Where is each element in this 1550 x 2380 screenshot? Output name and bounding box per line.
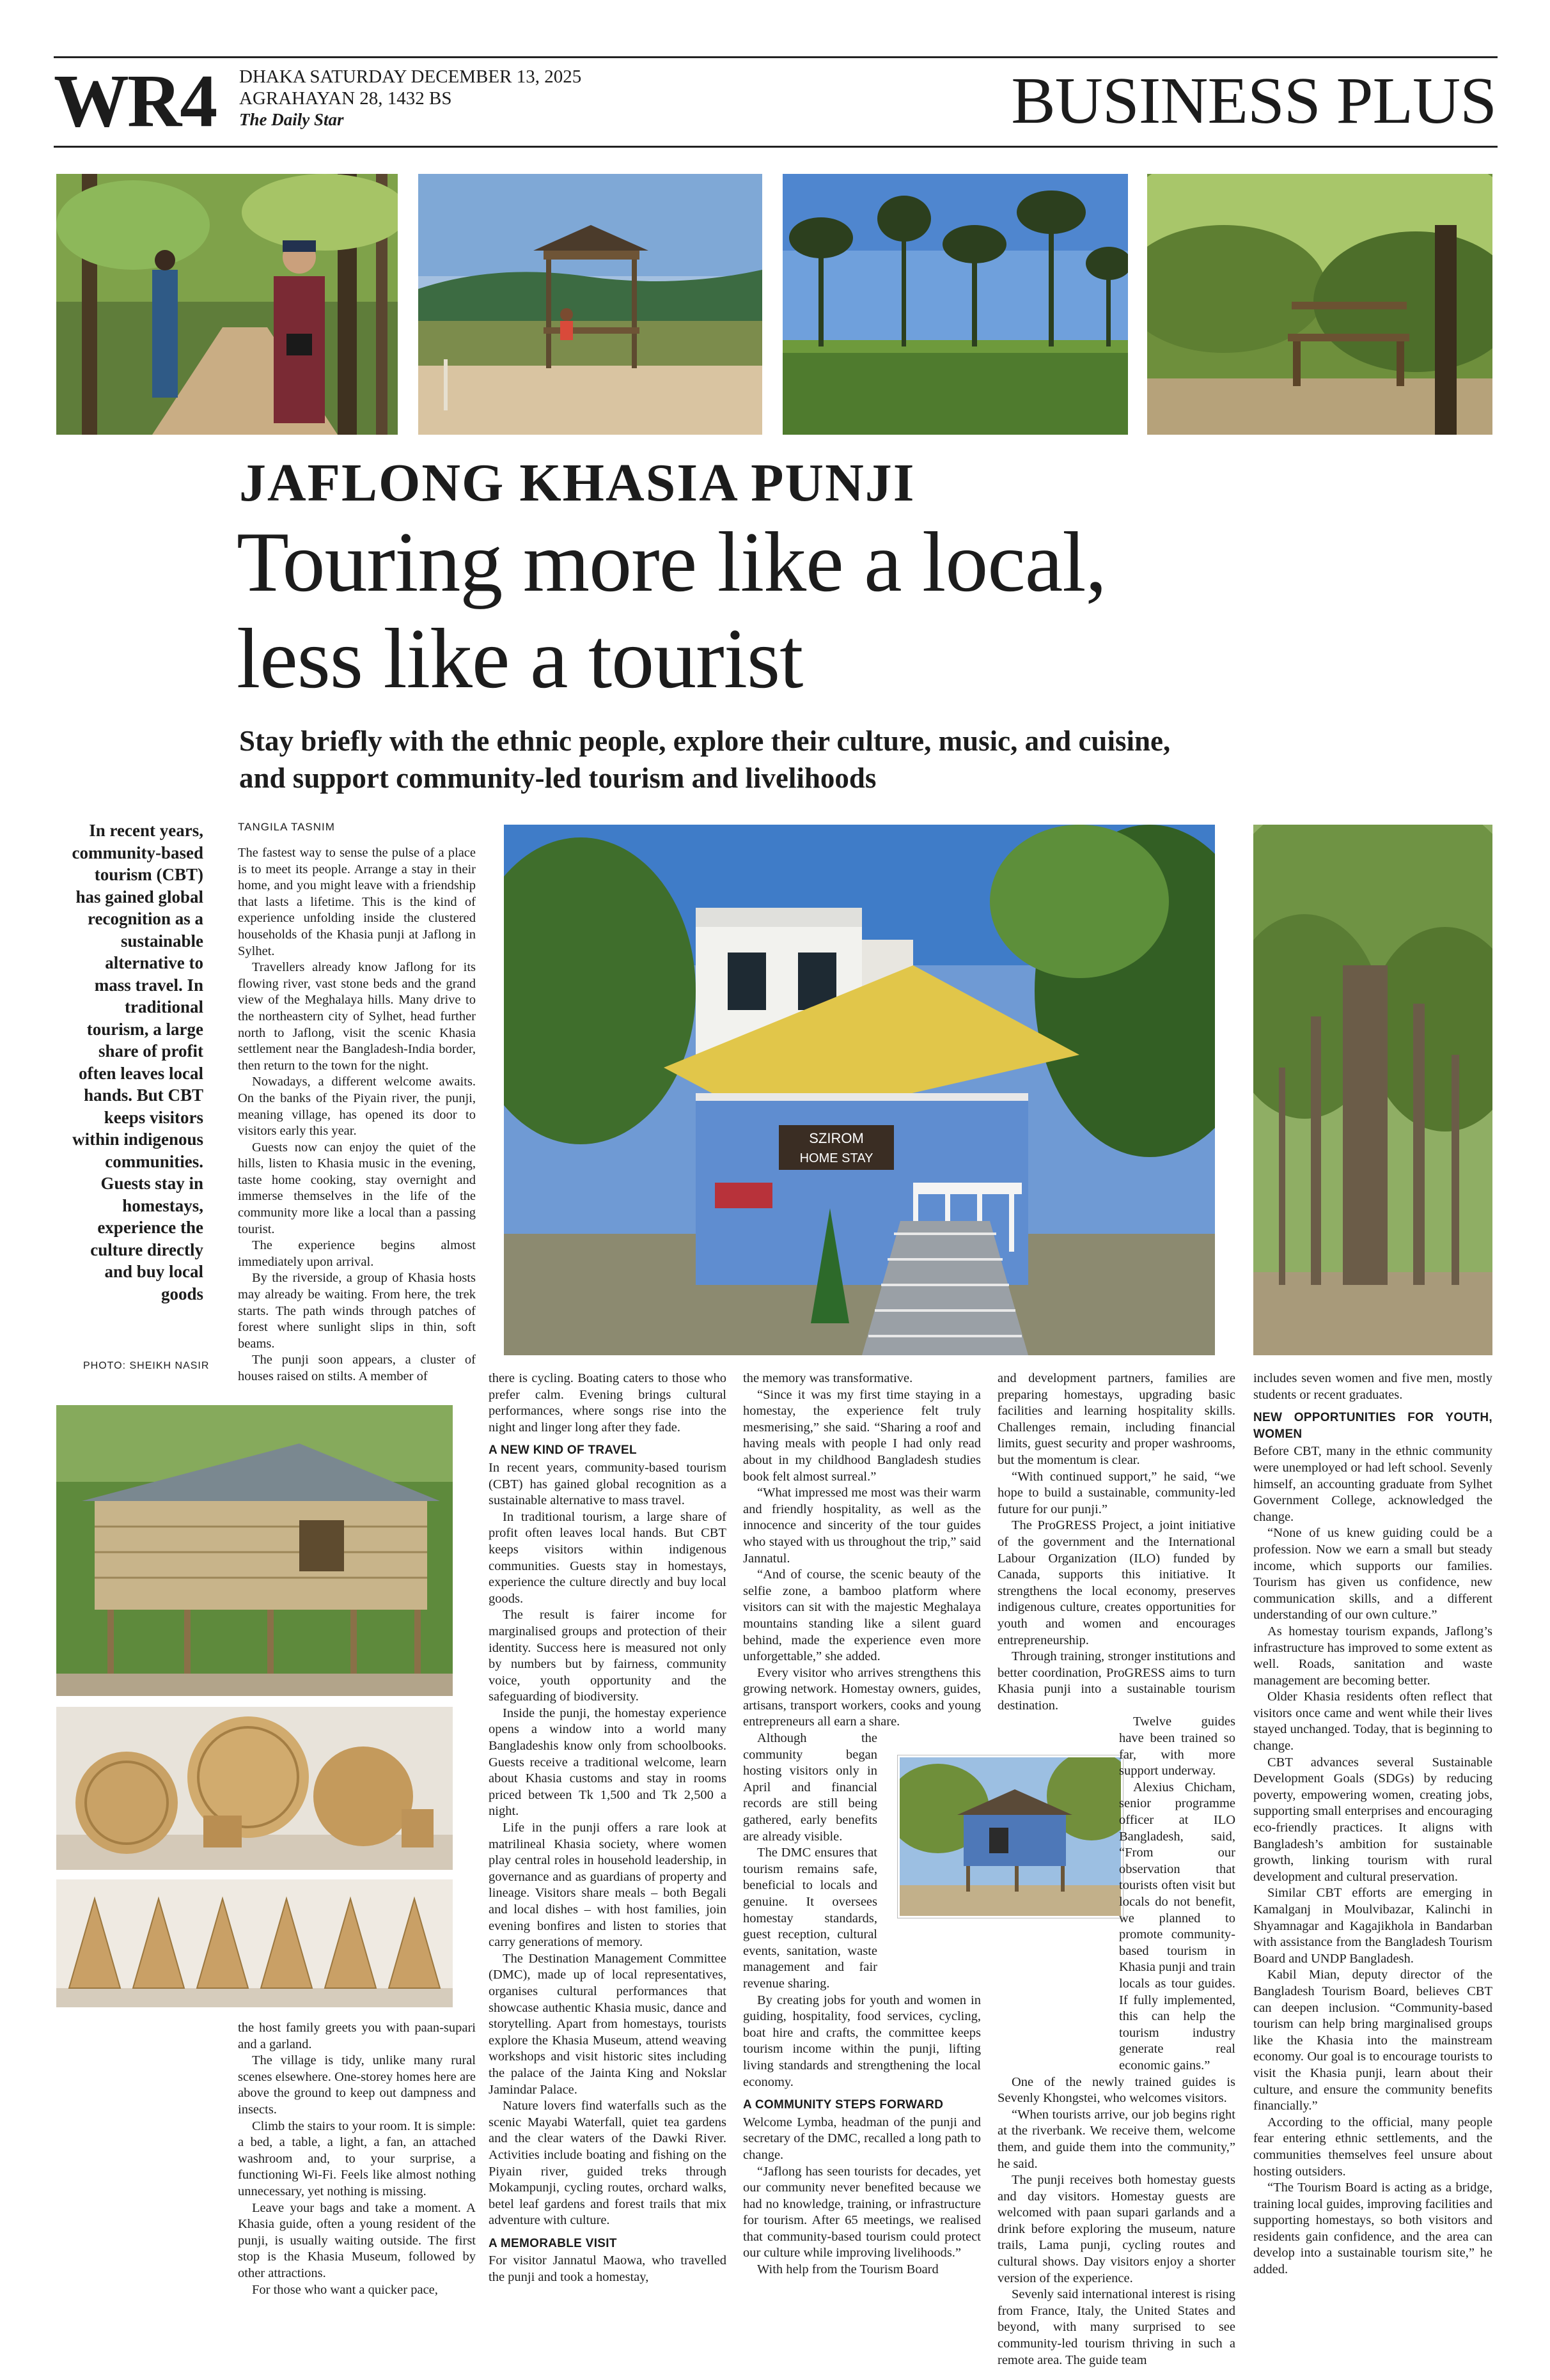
paragraph: In recent years, community-based tourism (CBT) has gained global recognition as a sustainable alternative to mass travel. <box>489 1460 726 1508</box>
column-1-lower <box>238 2020 476 2298</box>
column-2 <box>489 1371 726 2286</box>
paragraph: Nature lovers find waterfalls such as the scenic Mayabi Waterfall, quiet tea gardens and the clear waters of the Dawki River. Activities include boating and fishing on the Piyain river, guided treks through Mokampunji, cycling routes, orchard walks, betel leaf gardens and forest trails that mix adventure with culture. <box>489 2099 726 2228</box>
paragraph: The punji receives both homestay guests and day visitors. Homestay guests are welcomed with paan supari garlands and a drink before exploring the museum, nature trails, Lama punji, cycling routes and cultural shows. Day visitors enjoy a shorter version of the experience. <box>998 2173 1235 2285</box>
deck-line-1: Stay briefly with the ethnic people, explore their culture, music, and cuisine, <box>239 725 1171 757</box>
paragraph: In traditional tourism, a large share of profit often leaves local hands. But CBT keeps visitors within indigenous communities. Guests stay in homestays, experience the culture directly and buy local goods. <box>489 1509 726 1606</box>
paragraph: the host family greets you with paan-supari and a garland. <box>238 2021 476 2051</box>
paragraph: Climb the stairs to your room. It is simple: a bed, a table, a light, a fan, an attached washroom and, to your surprise, a functioning Wi-Fi. Feels like almost nothing unnecessary, yet nothing is missing. <box>238 2119 476 2198</box>
paragraph: “None of us knew guiding could be a profession. Now we earn a small but steady income, which supports our families. Tourism has given us confidence, new communication skills, and a different understanding of our own culture.” <box>1253 1526 1492 1622</box>
photo-conical-baskets <box>56 1879 453 2007</box>
paragraph: Life in the punji offers a rare look at matrilineal Khasia society, where women play central roles in household leadership, in governance and as guardians of property and lineage. Visitors share meals – both Begali and local dishes – with host families, join evening bonfires and listen to stories that carry generations of memory. <box>489 1821 726 1950</box>
paragraph: Before CBT, many in the ethnic community were unemployed or had left school. Sevenly himself, an accounting graduate from Sylhet Government College, acknowledged the change. <box>1253 1444 1492 1524</box>
deck-line-2: and support community-led tourism and livelihoods <box>239 762 877 794</box>
top-rule-thin <box>54 56 1498 58</box>
subhead: NEW OPPORTUNITIES FOR YOUTH, WOMEN <box>1253 1411 1492 1441</box>
paragraph: CBT advances several Sustainable Development Goals (SDGs) by reducing poverty, empowering women, creating jobs, supporting small enterprises and encouraging eco-friendly practices. It aligns with Bangladesh’s ambition for sustainable growth, linking tourism with rural development and cultural preservation. <box>1253 1755 1492 1884</box>
masthead-rule <box>54 146 1498 148</box>
paragraph: With help from the Tourism Board <box>757 2262 939 2277</box>
paragraph: The experience begins almost immediately upon arrival. <box>238 1238 476 1269</box>
column-4 <box>998 1371 1235 2368</box>
headline-line-2: less like a tourist <box>237 611 803 706</box>
photo-trekkers-on-path <box>56 174 398 435</box>
photo-stilt-house <box>56 1405 453 1696</box>
newspaper-logo: The Daily Star <box>239 110 344 129</box>
paragraph: Travellers already know Jaflong for its flowing river, vast stone beds and the grand view of the Meghalaya hills. Many drive to the northeastern city of Sylhet, head further north to Jaflong, visit the scenic Khasia settlement near the Bangladesh-India border, then return to the town for the night. <box>238 960 476 1073</box>
photo-homestay-building <box>504 825 1215 1355</box>
section-title: BUSINESS PLUS <box>1011 64 1496 137</box>
subhead: A COMMUNITY STEPS FORWARD <box>743 2098 944 2112</box>
kicker: JAFLONG KHASIA PUNJI <box>239 453 916 513</box>
page-code: WR4 <box>54 59 216 143</box>
paragraph: The punji soon appears, a cluster of houses raised on stilts. A member of <box>238 1353 476 1383</box>
paragraph: Through training, stronger institutions and better coordination, ProGRESS aims to turn Khasia punji into a sustainable tourism destination. <box>998 1649 1235 1713</box>
subhead: A NEW KIND OF TRAVEL <box>489 1443 637 1458</box>
photo-selfie-platform <box>418 174 762 435</box>
bangla-date: AGRAHAYAN 28, 1432 BS <box>239 88 452 109</box>
paragraph: For visitor Jannatul Maowa, who travelled the punji and took a homestay, <box>489 2253 726 2285</box>
paragraph: Guests now can enjoy the quiet of the hills, listen to Khasia music in the evening, taste home cooking, stay overnight and immerse themselves in the life of the community more like a local than a passing tourist. <box>238 1140 476 1236</box>
paragraph: Welcome Lymba, headman of the punji and secretary of the DMC, recalled a long path to change. <box>743 2115 981 2162</box>
photo-banyan-tree <box>1253 825 1492 1355</box>
photo-tea-garden <box>783 174 1128 435</box>
byline: TANGILA TASNIM <box>238 821 335 833</box>
paragraph: there is cycling. Boating caters to those who prefer calm. Evening brings cultural performances, where songs rise into the night and linger long after they fade. <box>489 1371 726 1435</box>
paragraph: According to the official, many people fear entering ethnic settlements, and the communities themselves feel unsure about hosting outsiders. <box>1253 2115 1492 2179</box>
paragraph: “When tourists arrive, our job begins right at the riverbank. We receive them, welcome them, and guide them into the community,” he said. <box>998 2107 1235 2171</box>
paragraph: Older Khasia residents often reflect that visitors once came and went while their lives stayed unchanged. Today, that is beginning to change. <box>1253 1690 1492 1754</box>
photo-bamboo-baskets <box>56 1707 453 1870</box>
column-5 <box>1253 1371 1492 2278</box>
paragraph: The village is tidy, unlike many rural scenes elsewhere. One-storey homes here are above the ground to keep out dampness and insects. <box>238 2053 476 2117</box>
paragraph: “The Tourism Board is acting as a bridge, training local guides, improving facilities and supporting homestays, so both visitors and residents gain confidence, and the area can develop into a sustainable tourism site,” he added. <box>1253 2181 1492 2277</box>
paragraph: The result is fairer income for marginalised groups and protection of their identity. Success here is measured not only by numbers but by fairness, community voice, youth opportunity and the safeguarding of biodiversity. <box>489 1608 726 1704</box>
paragraph: The fastest way to sense the pulse of a place is to meet its people. Arrange a stay in their home, and you might leave with a friendship that lasts a lifetime. This is the kind of experience unfolding inside the clustered households of the Khasia punji at Jaflong in Sylhet. <box>238 846 476 958</box>
paragraph: The Destination Management Committee (DMC), made up of local representatives, organises cultural performances that showcase authentic Khasia music, dance and storytelling. Apart from homestays, tourists explore the Khasia Museum, attend weaving workshops and visit historic sites including the palace of the Jainta King and Nokslar Jamindar Palace. <box>489 1951 726 2097</box>
paragraph: the memory was transformative. <box>743 1371 913 1385</box>
paragraph: Sevenly said international interest is rising from France, Italy, the United States and beyond, with many surprised to see community-led tourism thriving in such a remote area. The guide team <box>998 2287 1235 2367</box>
headline-line-1: Touring more like a local, <box>237 515 1106 609</box>
paragraph: “What impressed me most was their warm and friendly hospitality, as well as the innocence and sincerity of the tour guides who stayed with us throughout the trip,” said Jannatul. <box>743 1486 981 1566</box>
column-1-upper <box>238 845 476 1385</box>
photo-credit: PHOTO: SHEIKH NASIR <box>83 1360 210 1371</box>
paragraph: “And of course, the scenic beauty of the selfie zone, a bamboo platform where visitors can sit with the majestic Meghalaya mountains standing like a silent guard behind, made the experience even more unforgettable,” she added. <box>743 1567 981 1664</box>
sign-text-1: SZIROM <box>809 1130 864 1146</box>
subhead: A MEMORABLE VISIT <box>489 2236 617 2250</box>
paragraph: Similar CBT efforts are emerging in Kamalganj in Moulvibazar, Kalinchi in Shyamnagar and Kagajikhola in Bandarban with assistance from the Bangladesh Tourism Board and UNDP Bangladesh. <box>1253 1886 1492 1966</box>
paragraph: Every visitor who arrives strengthens this growing network. Homestay owners, guides, artisans, transport workers, cooks and young entrepreneurs all earn a share. <box>743 1665 981 1729</box>
sign-text-2: HOME STAY <box>799 1151 873 1165</box>
paragraph: One of the newly trained guides is Sevenly Khongstei, who welcomes visitors. <box>998 2074 1235 2106</box>
paragraph: “Jaflong has seen tourists for decades, yet our community never benefited because we had no knowledge, training, or infrastructure for tourism. After 65 meetings, we realised that community-based tourism could protect our culture while improving livelihoods.” <box>743 2164 981 2260</box>
paragraph: By the riverside, a group of Khasia hosts may already be waiting. From here, the trek starts. The path winds through patches of forest where sunlight slips in thin, soft beams. <box>238 1271 476 1351</box>
paragraph: The DMC ensures that tourism remains safe, beneficial to locals and genuine. It oversees homestay standards, guest reception, cultural events, sanitation, waste management and fair revenue sharing. <box>743 1846 877 1991</box>
paragraph: Alexius Chicham, senior programme officer at ILO Bangladesh, said, “From our observation that tourists often visit but locals do not benefit, we planned to promote community-based tourism in Khasia punji and train locals as tour guides. If fully implemented, this can help the tourism industry generate real economic gains.” <box>1119 1780 1235 2073</box>
paragraph: By creating jobs for youth and women in guiding, hospitality, food services, cycling, boat hire and crafts, the committee keeps tourism income within the punji, lifting living standards and strengthening the local economy. <box>743 1993 981 2089</box>
date-line: DHAKA SATURDAY DECEMBER 13, 2025 <box>239 66 582 87</box>
paragraph: Although the community began hosting visitors only in April and financial records are still being gathered, early benefits are already visible. <box>743 1731 877 1844</box>
paragraph: The ProGRESS Project, a joint initiative of the government and the International Labour Organization (ILO) funded by Canada, supports this initiative. It strengthens the local economy, preserves indigenous culture, creates opportunities for youth and women and encourages entrepreneurship. <box>998 1518 1235 1647</box>
paragraph: For those who want a quicker pace, <box>252 2282 438 2297</box>
paragraph: As homestay tourism expands, Jaflong’s infrastructure has improved to some extent as well. Roads, sanitation and waste management are becoming better. <box>1253 1624 1492 1688</box>
paragraph: “With continued support,” he said, “we hope to build a sustainable, community-led future for our punji.” <box>998 1469 1235 1516</box>
paragraph: “Since it was my first time staying in a homestay, the experience felt truly mesmerising,” she said. “Sharing a roof and having meals with people I had only read about in my childhood Bangladesh studies book felt almost surreal.” <box>743 1387 981 1484</box>
paragraph: and development partners, families are preparing homestays, upgrading basic facilities and learning hospitality skills. Challenges remain, including financial limits, guest security and proper washrooms, but the momentum is clear. <box>998 1371 1235 1467</box>
paragraph: Inside the punji, the homestay experience opens a window into a world many Bangladeshis know only from schoolbooks. Guests receive a traditional welcome, learn about Khasia customs and stay in rooms priced between Tk 1,500 and Tk 2,500 a night. <box>489 1706 726 1819</box>
paragraph: Nowadays, a different welcome awaits. On the banks of the Piyain river, the punji, meaning village, has opened its door to visitors early this year. <box>238 1075 476 1139</box>
pull-quote: In recent years, community-based tourism (CBT) has gained global recognition as a sustainable alternative to mass travel. In traditional tourism, a large share of profit often leaves local hands. But CBT keeps visitors within indigenous communities. Guests stay in homestays, experience the culture directly and buy local goods <box>72 821 203 1303</box>
paragraph: Twelve guides have been trained so far, with more support underway. <box>1119 1715 1235 1778</box>
paragraph: includes seven women and five men, mostly students or recent graduates. <box>1253 1371 1492 1402</box>
photo-forest-bench <box>1147 174 1492 435</box>
paragraph: Leave your bags and take a moment. A Khasia guide, often a young resident of the punji, is usually waiting outside. The first stop is the Khasia Museum, followed by other attractions. <box>238 2200 476 2280</box>
paragraph: Kabil Mian, deputy director of the Bangladesh Tourism Board, believes CBT can deepen inclusion. “Community-based tourism can help bring marginalised groups like the Khasia into the mainstream economy. Our goal is to encourage tourists to visit the Khasia punji, learn about their culture, and ensure the community benefits financially.” <box>1253 1968 1492 2113</box>
